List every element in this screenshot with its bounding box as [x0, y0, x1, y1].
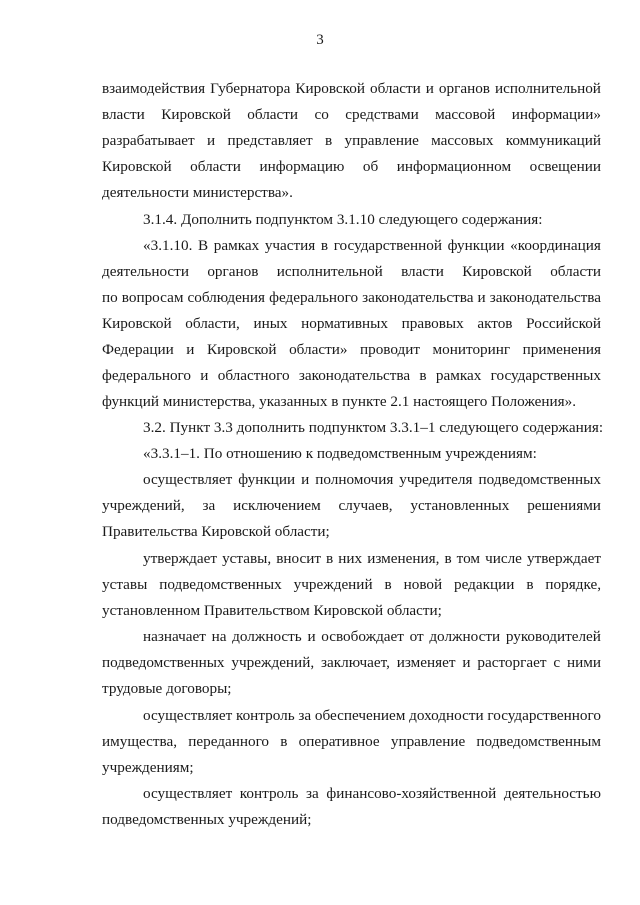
text-line: утверждает уставы, вносит в них изменения, в том числе утверждает: [143, 550, 601, 567]
text-line: федерального и областного законодательства в рамках государственных: [102, 367, 601, 384]
text-line: деятельности министерства».: [102, 184, 293, 201]
text-line: подведомственных учреждений, заключает, изменяет и расторгает с ними: [102, 654, 601, 671]
text-line: Кировской области информацию об информационном освещении: [102, 158, 601, 175]
text-line: по вопросам соблюдения федерального законодательства и законодательства: [102, 289, 601, 306]
text-line: деятельности органов исполнительной власти Кировской области: [102, 263, 601, 280]
text-line: взаимодействия Губернатора Кировской области и органов исполнительной: [102, 80, 601, 97]
text-line: осуществляет контроль за финансово-хозяйственной деятельностью: [143, 785, 601, 802]
text-line: имущества, переданного в оперативное управление подведомственным: [102, 733, 601, 750]
text-line: трудовые договоры;: [102, 680, 232, 697]
text-line: Правительства Кировской области;: [102, 523, 330, 540]
text-line: уставы подведомственных учреждений в новой редакции в порядке,: [102, 576, 601, 593]
text-line: учреждениям;: [102, 759, 194, 776]
text-line: «3.1.10. В рамках участия в государственной функции «координация: [143, 237, 601, 254]
text-line: разрабатывает и представляет в управление массовых коммуникаций: [102, 132, 601, 149]
text-line: установленном Правительством Кировской области;: [102, 602, 442, 619]
text-line: 3.1.4. Дополнить подпунктом 3.1.10 следующего содержания:: [143, 211, 543, 228]
text-line: Федерации и Кировской области» проводит мониторинг применения: [102, 341, 601, 358]
text-line: осуществляет функции и полномочия учредителя подведомственных: [143, 471, 601, 488]
text-line: подведомственных учреждений;: [102, 811, 312, 828]
text-line: власти Кировской области со средствами массовой информации»: [102, 106, 601, 123]
text-line: функций министерства, указанных в пункте 2.1 настоящего Положения».: [102, 393, 576, 410]
text-line: 3.2. Пункт 3.3 дополнить подпунктом 3.3.1–1 следующего содержания:: [143, 419, 604, 436]
text-line: осуществляет контроль за обеспечением доходности государственного: [143, 707, 601, 724]
text-line: учреждений, за исключением случаев, установленных решениями: [102, 497, 601, 514]
text-line: «3.3.1–1. По отношению к подведомственным учреждениям:: [143, 445, 537, 462]
page-number: 3: [316, 32, 324, 48]
text-line: Кировской области, иных нормативных правовых актов Российской: [102, 315, 601, 332]
text-line: назначает на должность и освобождает от должности руководителей: [143, 628, 601, 645]
